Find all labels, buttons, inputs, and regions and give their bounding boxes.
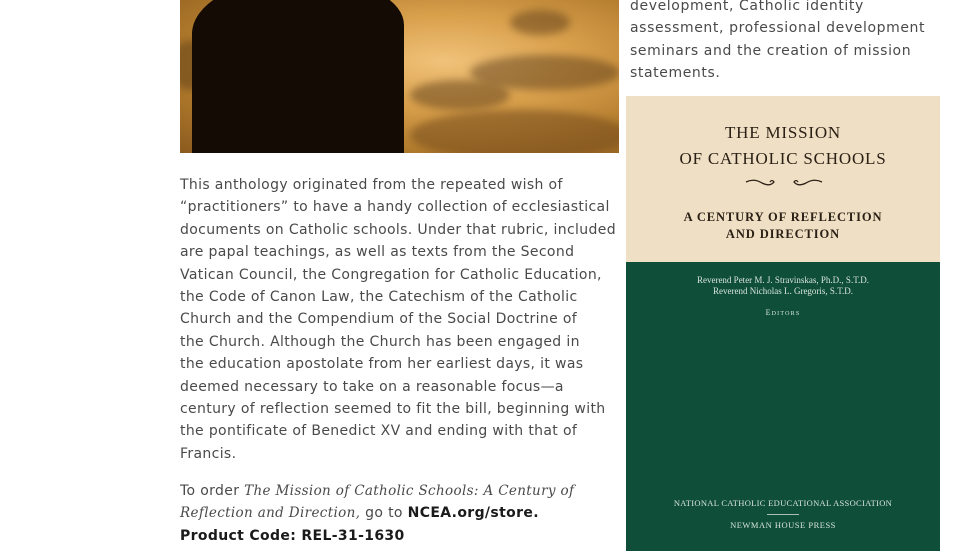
order-goto: go to (360, 505, 408, 522)
text-line: are papal teachings, as well as texts from the Second (180, 244, 575, 261)
text-line: the education apostolate from her earliest days, it was (180, 356, 584, 373)
sidebar-text (630, 0, 950, 85)
order-info (180, 480, 625, 547)
text-line: documents on Catholic schools. Under that rubric, included (180, 221, 616, 238)
cover-title: OF CATHOLIC SCHOOLS (679, 149, 887, 168)
book-title-italic: The Mission of Catholic Schools: A Century of (244, 483, 575, 499)
ornament-flourish-icon (744, 176, 824, 190)
silhouette-figure (192, 0, 404, 153)
text-line: Francis. (180, 445, 237, 462)
cover-title-panel (626, 96, 940, 262)
text-line: development, Catholic identity (630, 0, 864, 14)
cover-divider (767, 514, 799, 515)
order-prefix: To order (180, 483, 245, 499)
product-code: Product Code: REL-31-1630 (180, 527, 405, 544)
text-line: the Code of Canon Law, the Catechism of the Catholic (180, 289, 578, 306)
text-line: statements. (630, 65, 721, 82)
text-line: Church and the Compendium of the Social Doctrine of (180, 311, 578, 328)
cover-editors-label: Editors (765, 308, 801, 317)
cover-editor: Reverend Nicholas L. Gregoris, S.T.D. (712, 286, 854, 296)
text-line: deemed necessary to take on a reasonable focus—a (180, 378, 564, 395)
text-line: the Church. Although the Church has been engaged in (180, 333, 580, 350)
cover-title: THE MISSION (725, 123, 841, 142)
cover-subtitle: AND DIRECTION (725, 227, 841, 241)
store-link[interactable]: NCEA.org/store. (407, 505, 539, 522)
text-line: assessment, professional development (630, 20, 926, 37)
book-cover (626, 96, 940, 551)
sunset-silhouette-photo (180, 0, 619, 153)
cover-publisher: NATIONAL CATHOLIC EDUCATIONAL ASSOCIATION (673, 498, 893, 508)
text-line: Vatican Council, the Congregation for Catholic Education, (180, 266, 602, 283)
article-paragraph (180, 174, 625, 465)
book-title-italic: Reflection and Direction, (180, 505, 361, 522)
text-line: century of reflection seemed to fit the bill, beginning with (180, 401, 606, 418)
cover-publisher: NEWMAN HOUSE PRESS (730, 520, 836, 530)
cover-editor: Reverend Peter M. J. Stravinskas, Ph.D., S.T.D. (696, 275, 870, 285)
text-line: the pontificate of Benedict XV and ending with that of (180, 423, 578, 440)
text-line: seminars and the creation of mission (630, 42, 912, 59)
cover-subtitle: A CENTURY OF REFLECTION (683, 210, 883, 224)
text-line: “practitioners” to have a handy collection of ecclesiastical (180, 199, 610, 216)
text-line: This anthology originated from the repeated wish of (180, 177, 563, 193)
